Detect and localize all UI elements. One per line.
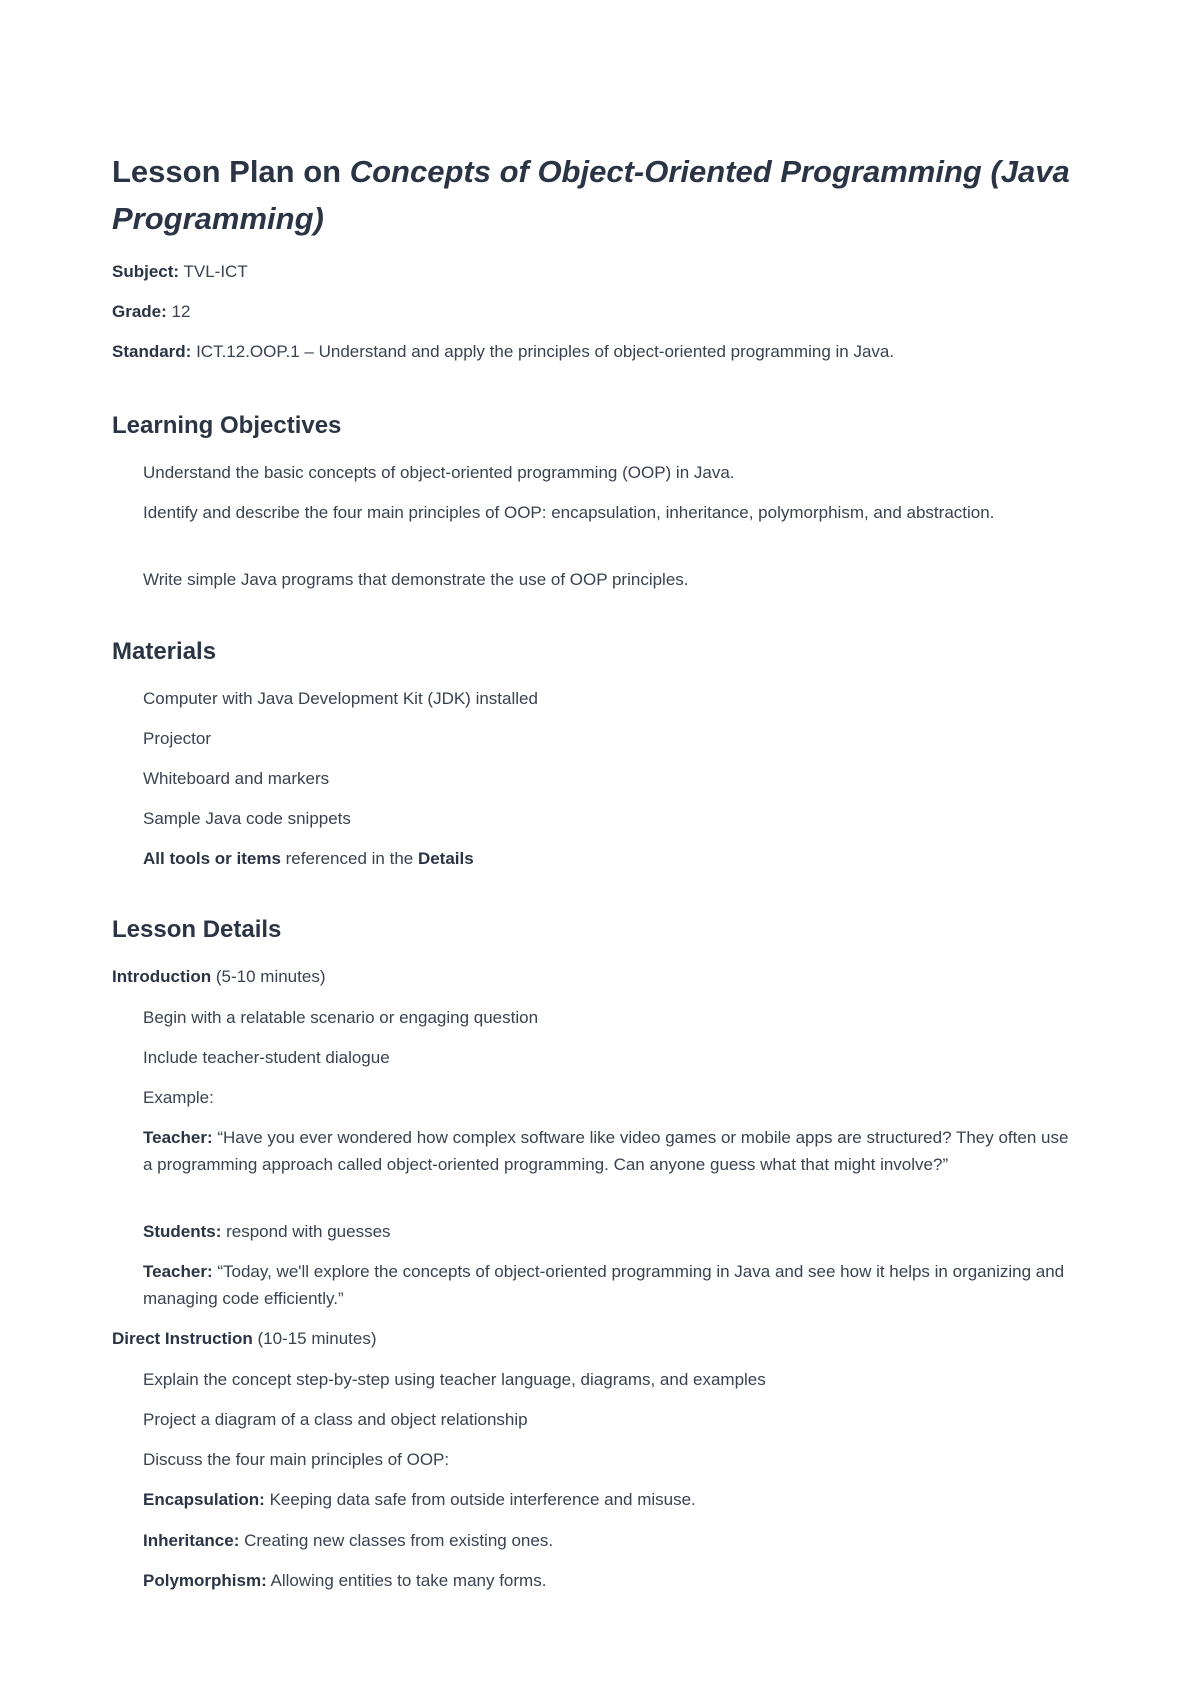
objective-item: Write simple Java programs that demonstrate the use of OOP principles. (143, 570, 689, 589)
objective-item: Identify and describe the four main principles of OOP: encapsulation, inheritance, polymorphism, and abstraction. (143, 503, 995, 522)
grade-label: Grade: (112, 302, 167, 321)
direct-instruction-duration: (10-15 minutes) (252, 1329, 377, 1348)
direct-instruction-label: Direct Instruction (112, 1329, 253, 1348)
dialogue-text: “Today, we'll explore the concepts of object-oriented programming in Java and see how it helps in organizing and managing code efficiently.” (143, 1262, 1065, 1308)
material-item: Whiteboard and markers (143, 769, 330, 788)
title-prefix: Lesson Plan on (112, 154, 350, 189)
standard-line (112, 340, 894, 364)
page-title (112, 148, 1102, 242)
material-bold-1: All tools or items (143, 849, 281, 868)
dialogue-line (143, 1218, 1073, 1245)
principle-name: Polymorphism: (143, 1571, 267, 1590)
introduction-item: Example: (143, 1088, 214, 1107)
learning-objectives-heading: Learning Objectives (112, 412, 342, 439)
dialogue-speaker: Teacher: (143, 1128, 213, 1147)
instruction-item: Project a diagram of a class and object relationship (143, 1410, 528, 1429)
instruction-item: Discuss the four main principles of OOP: (143, 1450, 450, 1469)
material-item: Sample Java code snippets (143, 809, 351, 828)
direct-instruction-heading (112, 1327, 377, 1351)
instruction-item: Explain the concept step-by-step using teacher language, diagrams, and examples (143, 1370, 766, 1389)
page-bottom-clip (0, 1612, 1200, 1696)
material-item: Computer with Java Development Kit (JDK) installed (143, 689, 538, 708)
dialogue-line (143, 1258, 1073, 1312)
objective-item: Understand the basic concepts of object-oriented programming (OOP) in Java. (143, 463, 735, 482)
materials-heading: Materials (112, 638, 217, 665)
title-topic: Concepts of Object-Oriented Programming (Java Programming) (112, 154, 1070, 236)
standard-value: ICT.12.OOP.1 – Understand and apply the principles of object-oriented programming in Java. (191, 342, 895, 361)
principle-item (143, 1486, 1073, 1513)
principle-desc: Allowing entities to take many forms. (266, 1571, 547, 1590)
principle-desc: Creating new classes from existing ones. (239, 1531, 554, 1550)
material-item (143, 845, 1073, 872)
dialogue-speaker: Students: (143, 1222, 222, 1241)
dialogue-text: “Have you ever wondered how complex software like video games or mobile apps are structured? They often use a programming approach called object-oriented programming. Can anyone guess what that might involve?” (143, 1128, 1069, 1174)
principle-name: Inheritance: (143, 1531, 240, 1550)
introduction-heading (112, 965, 325, 989)
subject-label: Subject: (112, 262, 180, 281)
material-text: referenced in the (280, 849, 418, 868)
principle-name: Encapsulation: (143, 1490, 265, 1509)
dialogue-line (143, 1124, 1073, 1178)
lesson-details-heading: Lesson Details (112, 916, 282, 943)
dialogue-text: respond with guesses (221, 1222, 391, 1241)
dialogue-speaker: Teacher: (143, 1262, 213, 1281)
material-bold-2: Details (417, 849, 474, 868)
principle-desc: Keeping data safe from outside interference and misuse. (264, 1490, 696, 1509)
introduction-item: Begin with a relatable scenario or engaging question (143, 1008, 539, 1027)
standard-label: Standard: (112, 342, 192, 361)
subject-line (112, 260, 248, 284)
introduction-label: Introduction (112, 967, 212, 986)
principle-item (143, 1567, 1073, 1594)
introduction-item: Include teacher-student dialogue (143, 1048, 390, 1067)
material-item: Projector (143, 729, 212, 748)
subject-value: TVL-ICT (179, 262, 248, 281)
grade-value: 12 (166, 302, 191, 321)
grade-line (112, 300, 190, 324)
introduction-duration: (5-10 minutes) (211, 967, 326, 986)
principle-item (143, 1527, 1073, 1554)
